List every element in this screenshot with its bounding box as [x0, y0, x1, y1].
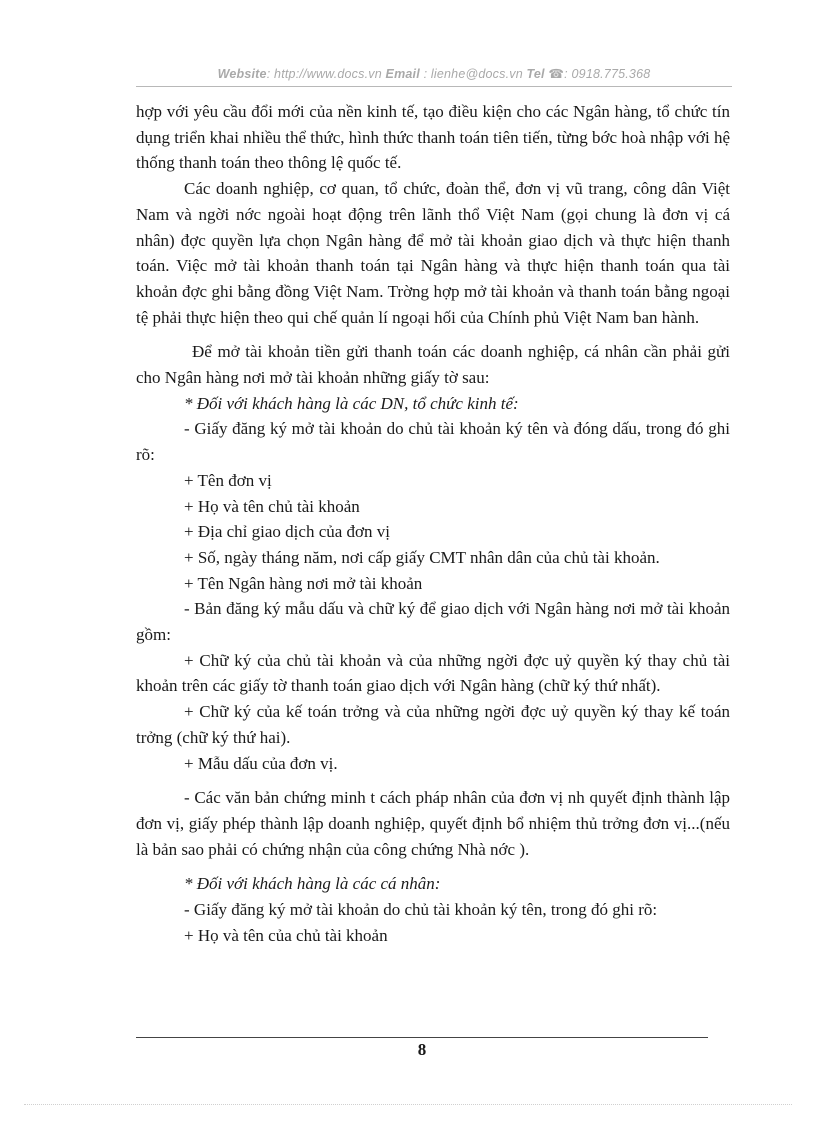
- list-item: + Họ và tên của chủ tài khoản: [184, 925, 388, 945]
- email-value: : lienhe@docs.vn: [419, 67, 527, 81]
- paragraph: Để mở tài khoản tiền gửi thanh toán các doanh nghiệp, cá nhân cần phải gửi cho Ngân hàng nơi mở tài khoản những giấy tờ sau:: [136, 342, 730, 388]
- list-item: + Tên đơn vị: [184, 470, 272, 490]
- list-item: + Họ và tên chủ tài khoản: [184, 496, 360, 516]
- tel-value: ☎: 0918.775.368: [544, 67, 651, 81]
- tel-label: Tel: [526, 67, 545, 81]
- email-label: Email: [385, 67, 420, 81]
- paragraph: - Giấy đăng ký mở tài khoản do chủ tài khoản ký tên, trong đó ghi rõ:: [184, 900, 658, 920]
- list-item: + Chữ ký của kế toán trởng và của những ngời đợc uỷ quyền ký thay kế toán trởng (chữ ký thứ hai).: [136, 702, 730, 747]
- paragraph: hợp với yêu cầu đổi mới của nền kinh tế, tạo điều kiện cho các Ngân hàng, tổ chức tín dụng triển khai nhiều thể thức, hình thức thanh toán tiên tiến, từng bớc hoà nhập với hệ thống thanh toán theo thông lệ quốc tế.: [136, 102, 730, 173]
- page-edge-divider: [24, 1104, 792, 1105]
- paragraph: - Bản đăng ký mẫu dấu và chữ ký để giao dịch với Ngân hàng nơi mở tài khoản gồm:: [136, 599, 730, 645]
- header-divider: [136, 86, 732, 87]
- list-item: + Chữ ký của chủ tài khoản và của những ngời đợc uỷ quyền ký thay chủ tài khoản trên các giấy tờ thanh toán giao dịch với Ngân hàng (chữ ký thứ nhất).: [136, 650, 730, 696]
- list-item: + Địa chỉ giao dịch của đơn vị: [184, 522, 390, 542]
- paragraph: - Các văn bản chứng minh t cách pháp nhân của đơn vị nh quyết định thành lập đơn vị, giấy phép thành lập doanh nghiệp, quyết định bổ nhiệm thủ trởng đơn vị...(nếu là bản sao phải có chứng nhận của công chứng Nhà nớc ).: [136, 788, 730, 859]
- page-header: [136, 66, 732, 81]
- section-heading-organizations: * Đối với khách hàng là các DN, tổ chức kinh tế:: [184, 393, 519, 413]
- list-item: + Số, ngày tháng năm, nơi cấp giấy CMT nhân dân của chủ tài khoản.: [184, 547, 660, 567]
- list-item: + Tên Ngân hàng nơi mở tài khoản: [184, 573, 423, 593]
- website-label: Website: [217, 67, 267, 81]
- paragraph: - Giấy đăng ký mở tài khoản do chủ tài khoản ký tên và đóng dấu, trong đó ghi rõ:: [136, 419, 730, 465]
- paragraph: Các doanh nghiệp, cơ quan, tổ chức, đoàn thể, đơn vị vũ trang, công dân Việt Nam và ngời nớc ngoài hoạt động trên lãnh thổ Việt Nam (gọi chung là đơn vị cá nhân) đợc quyền lựa chọn Ngân hàng để mở tài khoản giao dịch và thực hiện thanh toán. Việc mở tài khoản thanh toán tại Ngân hàng và thực hiện thanh toán qua tài khoản đợc ghi bằng đồng Việt Nam. Trờng hợp mở tài khoản và thanh toán bằng ngoại tệ phải thực hiện theo qui chế quản lí ngoại hối của Chính phủ Việt Nam ban hành.: [136, 179, 730, 327]
- website-value: : http://www.docs.vn: [266, 67, 386, 81]
- document-body: [136, 99, 730, 949]
- section-heading-individuals: * Đối với khách hàng là các cá nhân:: [184, 874, 441, 894]
- list-item: + Mẫu dấu của đơn vị.: [184, 753, 338, 773]
- page-number: 8: [417, 1040, 427, 1059]
- footer-divider: [136, 1037, 708, 1038]
